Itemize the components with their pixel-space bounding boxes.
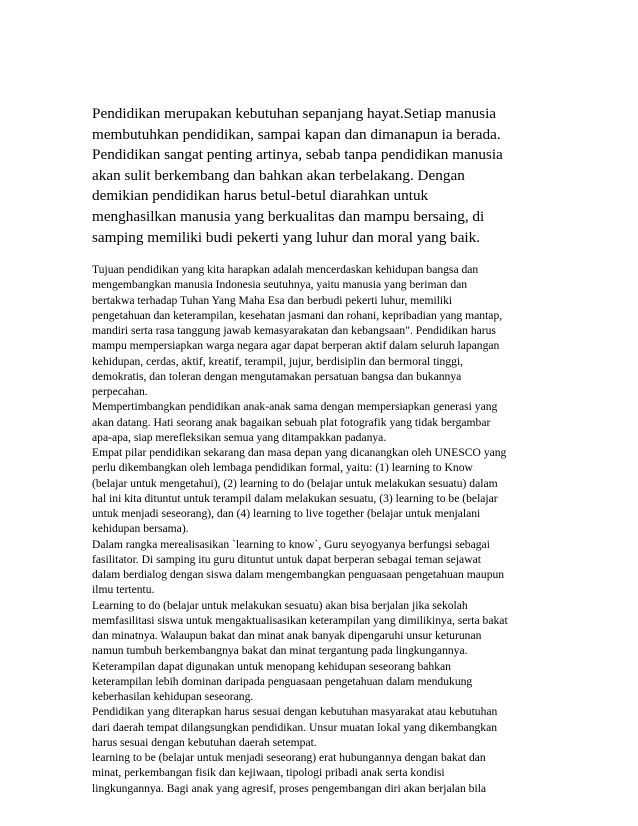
body-line: keterampilan lebih dominan daripada penguasaan pengetahuan dalam mendukung: [92, 674, 473, 688]
body-line: Empat pilar pendidikan sekarang dan masa depan yang dicanangkan oleh UNESCO yang: [92, 446, 507, 460]
body-line: hal ini kita dituntut untuk terampil dalam melakukan sesuatu, (3) learning to be (belajar: [92, 491, 498, 505]
body-line: memfasilitasi siswa untuk mengaktualisasikan keterampilan yang dimilikinya, serta bakat: [92, 613, 508, 627]
body-line: demokratis, dan toleran dengan mengutamakan persatuan bangsa dan bukannya: [92, 369, 462, 383]
body-line: ilmu tertentu.: [92, 583, 155, 597]
body-paragraph: [92, 537, 548, 598]
body-line: Mempertimbangkan pendidikan anak-anak sama dengan mempersiapkan generasi yang: [92, 400, 498, 414]
lead-paragraph: [92, 104, 548, 248]
body-line: learning to be (belajar untuk menjadi seseorang) erat hubungannya dengan bakat dan: [92, 751, 486, 765]
body-line: namun tumbuh berkembangnya bakat dan minat tergantung pada lingkungannya.: [92, 644, 468, 658]
body-line: dalam berdialog dengan siswa dalam mengembangkan penguasaan pengetahuan maupun: [92, 568, 505, 582]
body-line: Tujuan pendidikan yang kita harapkan adalah mencerdaskan kehidupan bangsa dan: [92, 263, 479, 277]
body-paragraph: [92, 750, 548, 796]
body-paragraph: [92, 399, 548, 445]
body-line: Keterampilan dapat digunakan untuk menopang kehidupan seseorang bahkan: [92, 659, 451, 673]
body-line: pengetahuan dan keterampilan, kesehatan jasmani dan rohani, kepribadian yang mantap,: [92, 308, 503, 322]
body-line: untuk menjadi seseorang), dan (4) learning to live together (belajar untuk menjalani: [92, 507, 481, 521]
body-line: lingkungannya. Bagi anak yang agresif, proses pengembangan diri akan berjalan bila: [92, 781, 487, 795]
body-line: dan minatnya. Walaupun bakat dan minat anak banyak dipengaruhi unsur keturunan: [92, 629, 482, 643]
lead-line: Pendidikan sangat penting artinya, sebab tanpa pendidikan manusia: [92, 146, 503, 164]
body-line: mandiri serta rasa tanggung jawab kemasyarakatan dan kebangsaan". Pendidikan harus: [92, 324, 496, 338]
body-line: harus sesuai dengan kebutuhan daerah setempat.: [92, 735, 317, 749]
document-page: [92, 104, 548, 796]
lead-line: demikian pendidikan harus betul-betul diarahkan untuk: [92, 187, 429, 205]
body-line: dari daerah tempat dilangsungkan pendidikan. Unsur muatan lokal yang dikembangkan: [92, 720, 498, 734]
lead-line: akan sulit berkembang dan bahkan akan terbelakang. Dengan: [92, 166, 465, 184]
body-text: [92, 262, 548, 796]
body-line: apa-apa, siap merefleksikan semua yang ditampakkan padanya.: [92, 430, 387, 444]
body-paragraph: [92, 262, 548, 399]
body-paragraph: [92, 598, 548, 705]
body-paragraph: [92, 704, 548, 750]
body-line: Learning to do (belajar untuk melakukan sesuatu) akan bisa berjalan jika sekolah: [92, 598, 468, 612]
body-line: (belajar untuk mengetahui), (2) learning to do (belajar untuk melakukan sesuatu) dalam: [92, 476, 498, 490]
body-line: Dalam rangka merealisasikan `learning to know`, Guru seyogyanya berfungsi sebagai: [92, 537, 490, 551]
body-line: akan datang. Hati seorang anak bagaikan sebuah plat fotografik yang tidak bergambar: [92, 415, 491, 429]
body-line: perlu dikembangkan oleh lembaga pendidikan formal, yaitu: (1) learning to Know: [92, 461, 473, 475]
body-line: mengembangkan manusia Indonesia seutuhnya, yaitu manusia yang beriman dan: [92, 278, 468, 292]
lead-line: menghasilkan manusia yang berkualitas dan mampu bersaing, di: [92, 207, 485, 225]
body-paragraph: [92, 445, 548, 537]
body-line: perpecahan.: [92, 385, 148, 399]
body-line: minat, perkembangan fisik dan kejiwaan, tipologi pribadi anak serta kondisi: [92, 766, 445, 780]
body-line: bertakwa terhadap Tuhan Yang Maha Esa dan berbudi pekerti luhur, memiliki: [92, 293, 453, 307]
body-line: kehidupan, cerdas, aktif, kreatif, terampil, jujur, berdisiplin dan bermoral tinggi,: [92, 354, 464, 368]
body-line: fasilitator. Di samping itu guru dituntut untuk dapat berperan sebagai teman sejawat: [92, 552, 481, 566]
lead-line: samping memiliki budi pekerti yang luhur dan moral yang baik.: [92, 228, 481, 246]
body-line: mampu mempersiapkan warga negara agar dapat berperan aktif dalam seluruh lapangan: [92, 339, 500, 353]
body-line: keberhasilan kehidupan seseorang.: [92, 690, 254, 704]
body-line: Pendidikan yang diterapkan harus sesuai dengan kebutuhan masyarakat atau kebutuhan: [92, 705, 498, 719]
body-line: kehidupan bersama).: [92, 522, 189, 536]
lead-line: Pendidikan merupakan kebutuhan sepanjang hayat.Setiap manusia: [92, 105, 497, 122]
lead-line: membutuhkan pendidikan, sampai kapan dan dimanapun ia berada.: [92, 125, 501, 143]
